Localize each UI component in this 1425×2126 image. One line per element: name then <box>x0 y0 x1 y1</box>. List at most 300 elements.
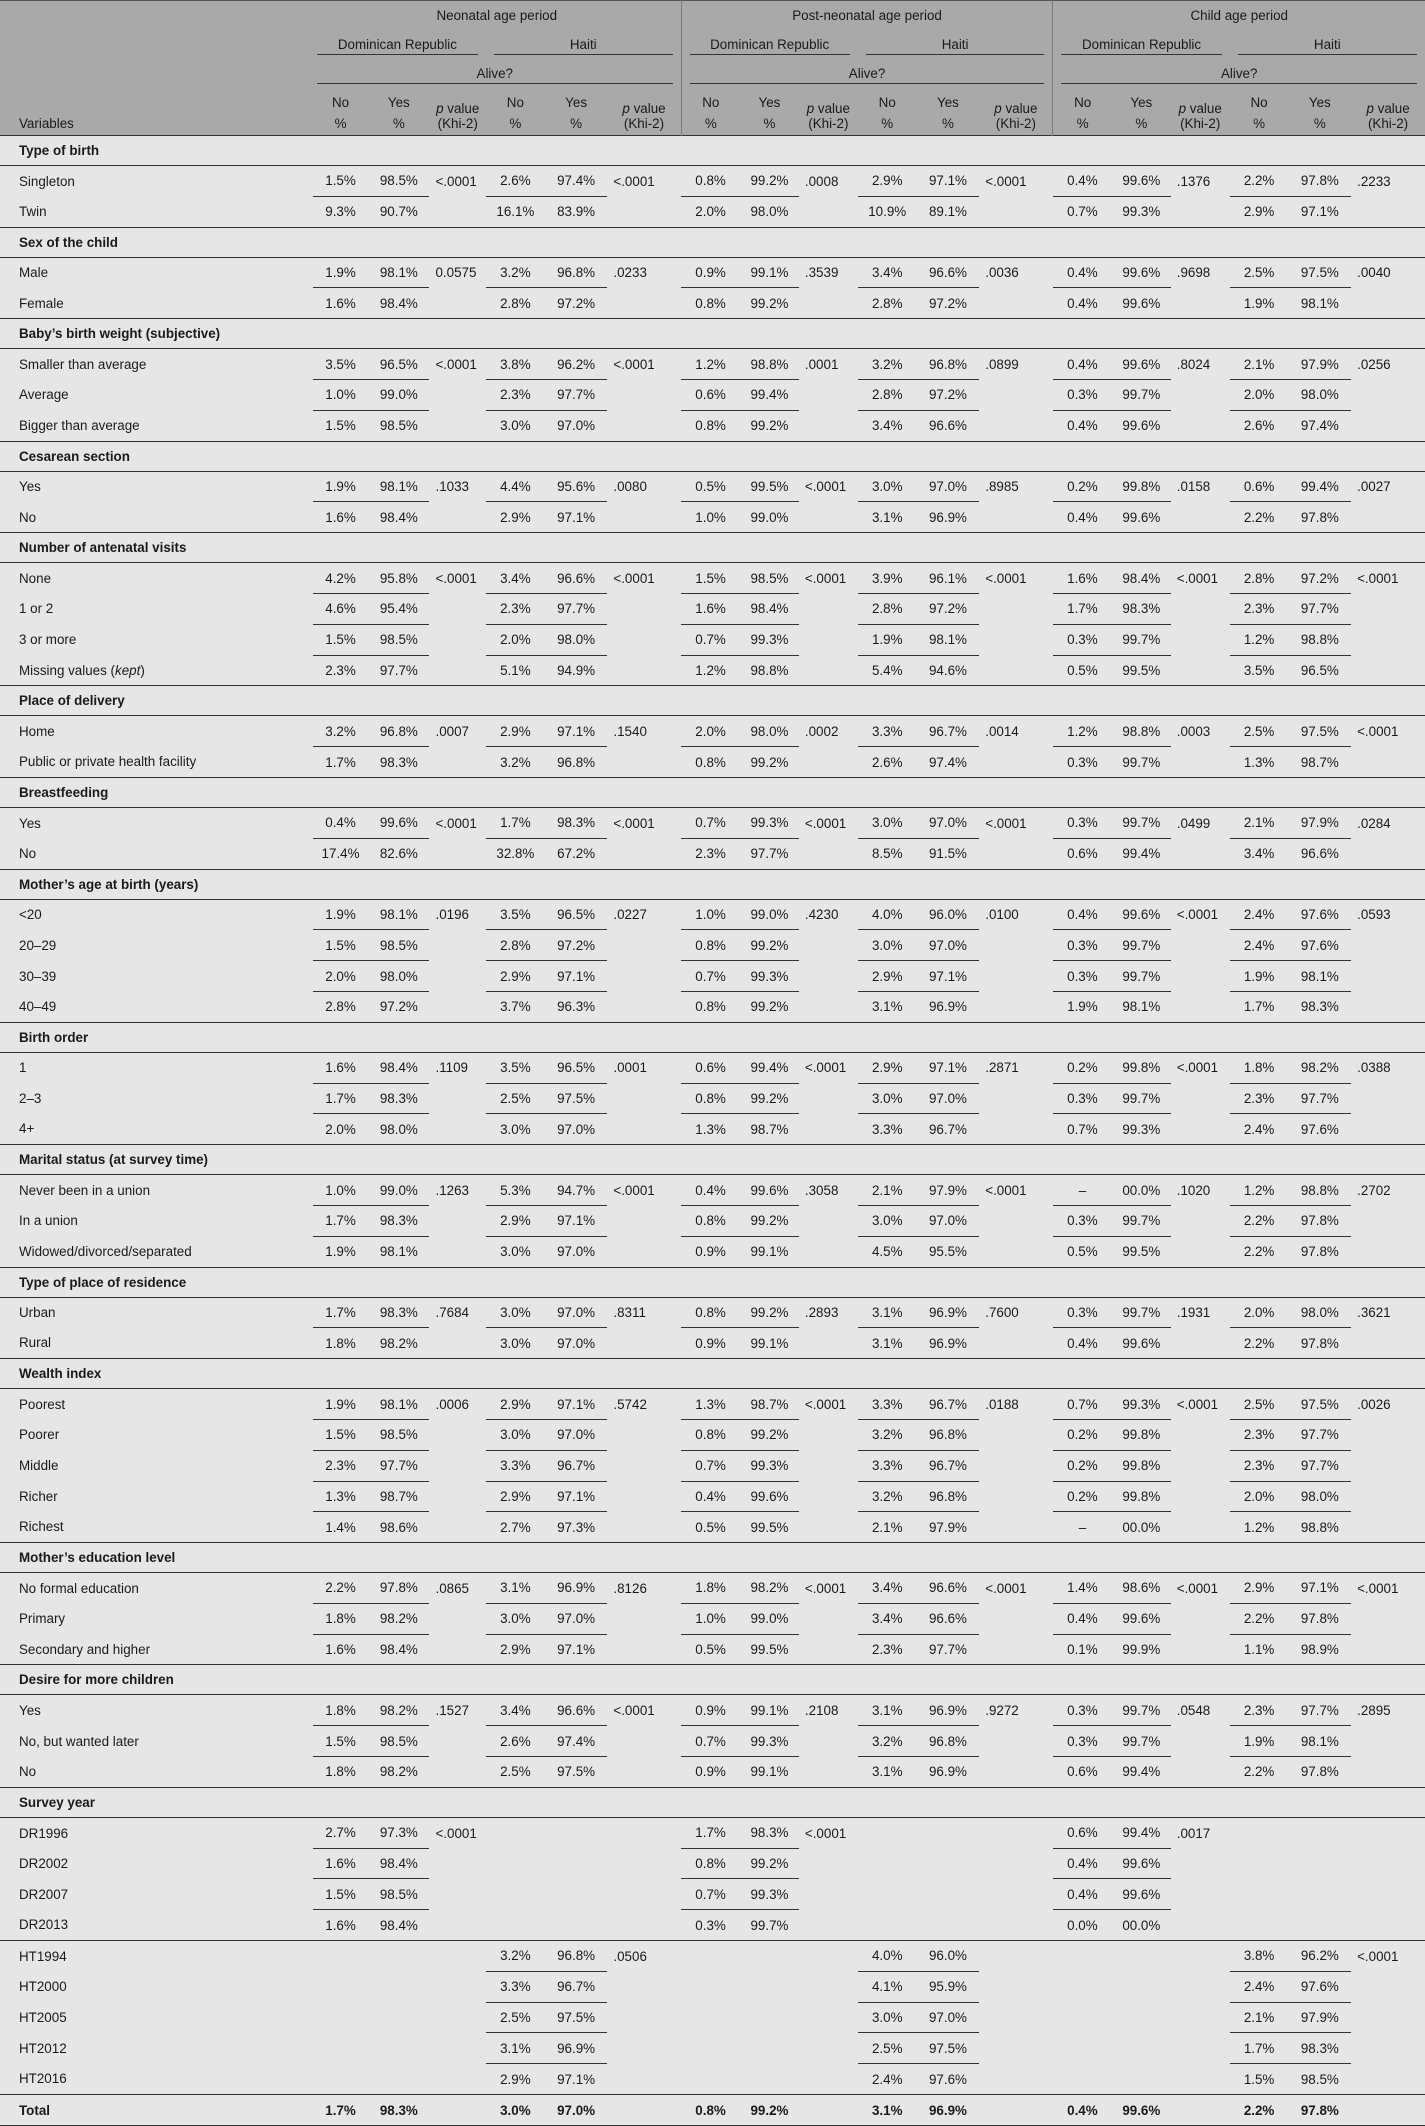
table-row <box>0 747 1425 778</box>
p-value-cell <box>1351 930 1425 961</box>
table-row <box>0 991 1425 1022</box>
table-cell: 0.8% <box>681 2095 740 2126</box>
period-neonatal: Neonatal age period <box>313 1 681 30</box>
table-cell: 0.2% <box>1053 1052 1112 1083</box>
p-value-cell <box>607 502 681 533</box>
table-row <box>0 1052 1425 1083</box>
table-cell: 99.2% <box>750 418 789 434</box>
table-cell: 0.4% <box>681 1481 740 1512</box>
p-value-cell: .0002 <box>804 724 839 739</box>
p-value-cell: <.0001 <box>435 356 477 372</box>
p-value-cell <box>979 288 1053 319</box>
table-cell: 98.5% <box>740 563 799 594</box>
table-cell: 99.3% <box>740 961 799 992</box>
row-label: HT2005 <box>19 2010 67 2026</box>
table-cell: 97.8% <box>1289 1205 1352 1236</box>
p-value-cell <box>799 1328 858 1359</box>
table-cell: 0.9% <box>695 1244 726 1260</box>
table-cell <box>313 2002 368 2033</box>
table-cell: 97.8% <box>1289 1603 1352 1634</box>
table-cell: 96.9% <box>928 1335 967 1351</box>
p-value-cell <box>429 1205 485 1236</box>
table-cell: 97.1% <box>917 1052 980 1083</box>
p-value-cell <box>607 1726 681 1757</box>
table-cell: 98.8% <box>1300 1519 1339 1535</box>
table-cell: 97.2% <box>917 593 980 624</box>
table-cell <box>1112 2002 1171 2033</box>
p-value-cell <box>607 961 681 992</box>
table-cell: 97.0% <box>557 1244 596 1260</box>
table-cell: 97.9% <box>917 1175 980 1206</box>
table-cell: 1.7% <box>313 1205 368 1236</box>
p-value-cell <box>607 1910 681 1941</box>
p-value-cell <box>1171 1083 1230 1114</box>
table-cell: 99.2% <box>740 930 799 961</box>
table-cell: 3.1% <box>871 1335 903 1351</box>
table-cell: 98.3% <box>740 1817 799 1848</box>
table-cell: 0.2% <box>1053 1450 1112 1481</box>
p-value-cell: .7684 <box>435 1305 469 1321</box>
table-cell: 89.1% <box>928 204 967 220</box>
table-cell: 96.5% <box>545 1052 608 1083</box>
table-cell: 1.7% <box>1243 999 1275 1015</box>
table-cell: 98.0% <box>750 204 789 220</box>
table-cell: 1.0% <box>313 379 368 410</box>
table-cell: 0.8% <box>681 1848 740 1879</box>
p-value-cell: .1263 <box>435 1182 469 1198</box>
section-header <box>0 869 1425 899</box>
table-cell: 3.4% <box>858 1603 917 1634</box>
table-cell: 1.3% <box>313 1481 368 1512</box>
p-value-cell: <.0001 <box>613 356 655 372</box>
p-value-cell <box>799 1971 858 2002</box>
table-cell: 98.1% <box>368 471 429 502</box>
table-cell: 97.9% <box>928 1519 967 1535</box>
table-row <box>0 1205 1425 1236</box>
table-cell: 98.1% <box>917 624 980 655</box>
table-cell: 0.7% <box>1053 1389 1112 1420</box>
table-cell: 97.7% <box>379 662 418 678</box>
no-header: No % <box>1230 88 1289 136</box>
row-label: Male <box>19 265 49 281</box>
table-cell: 98.5% <box>368 1879 429 1910</box>
p-value-cell <box>1171 655 1230 686</box>
table-cell: 1.9% <box>858 624 917 655</box>
table-cell: 99.8% <box>1112 471 1171 502</box>
table-cell: 2.5% <box>486 1083 545 1114</box>
p-value-cell <box>799 1941 858 1972</box>
row-label: HT1994 <box>19 1948 67 1964</box>
table-cell: 99.6% <box>1112 166 1171 197</box>
table-cell <box>1230 1817 1289 1848</box>
table-cell: 2.5% <box>500 1764 531 1780</box>
table-cell: 3.5% <box>486 1052 545 1083</box>
table-cell <box>681 2002 740 2033</box>
table-cell: 0.7% <box>681 1450 740 1481</box>
table-cell: 97.4% <box>928 754 967 770</box>
p-value-cell: <.0001 <box>804 1060 847 1076</box>
table-cell: 97.6% <box>1289 1971 1352 2002</box>
table-cell <box>368 2064 429 2095</box>
table-cell: 0.6% <box>1067 846 1098 862</box>
table-cell: 3.2% <box>486 257 545 288</box>
table-cell: 0.5% <box>681 471 740 502</box>
table-cell: 1.2% <box>681 349 740 380</box>
p-value-cell: <.0001 <box>435 815 477 831</box>
p-value-cell <box>607 624 681 655</box>
row-label: In a union <box>19 1213 78 1229</box>
section-header <box>0 1022 1425 1052</box>
p-value-cell <box>1351 1512 1425 1543</box>
p-value-cell <box>799 655 858 686</box>
table-cell: 2.6% <box>486 1726 545 1757</box>
p-value-cell: .1109 <box>435 1060 468 1076</box>
table-cell: 99.5% <box>1122 662 1161 678</box>
p-value-cell <box>799 2033 858 2064</box>
p-value-cell <box>1351 1817 1425 1848</box>
p-value-cell <box>1351 961 1425 992</box>
table-cell: 96.6% <box>917 1603 980 1634</box>
table-cell: 2.9% <box>500 509 531 525</box>
p-value-cell <box>429 930 485 961</box>
table-cell: 3.2% <box>858 349 917 380</box>
p-value-cell <box>799 2064 858 2095</box>
p-value-cell <box>979 1236 1053 1267</box>
table-cell: 98.4% <box>368 1848 429 1879</box>
table-cell <box>1112 2064 1171 2095</box>
table-cell: 99.6% <box>1112 899 1171 930</box>
table-cell: 83.9% <box>557 204 596 220</box>
p-value-cell <box>429 1726 485 1757</box>
p-value-cell <box>979 930 1053 961</box>
row-label: Home <box>19 724 55 739</box>
table-cell: 96.5% <box>1300 662 1339 678</box>
p-value-cell: .2895 <box>1357 1703 1391 1719</box>
table-cell <box>681 2064 740 2095</box>
p-value-cell: .0001 <box>613 1060 647 1076</box>
p-value-cell <box>799 1910 858 1941</box>
table-cell: 4.0% <box>858 1941 917 1972</box>
table-cell: 97.7% <box>1289 1083 1352 1114</box>
table-cell: 96.7% <box>545 1450 608 1481</box>
p-value-cell <box>799 991 858 1022</box>
p-value-cell <box>799 838 858 869</box>
table-cell: 97.0% <box>545 1603 608 1634</box>
p-value-cell <box>607 1512 681 1543</box>
table-cell: 2.9% <box>486 716 545 747</box>
p-value-cell <box>1351 2002 1425 2033</box>
table-cell: 3.0% <box>500 1335 531 1351</box>
table-cell: 99.5% <box>1122 1244 1161 1260</box>
p-value-cell: .0593 <box>1357 907 1391 923</box>
table-cell: 98.1% <box>368 899 429 930</box>
p-value-cell <box>429 1848 485 1879</box>
table-cell: 99.2% <box>740 1297 799 1328</box>
p-value-cell <box>799 1512 858 1543</box>
table-cell: 16.1% <box>496 204 535 220</box>
table-cell: 90.7% <box>379 204 418 220</box>
p-value-cell <box>799 410 858 441</box>
table-cell: 99.0% <box>740 899 799 930</box>
table-cell: 99.4% <box>740 1052 799 1083</box>
table-cell: 97.8% <box>1289 2095 1352 2126</box>
p-value-cell <box>1351 1205 1425 1236</box>
table-cell: 2.8% <box>1230 563 1289 594</box>
p-value-cell <box>1351 196 1425 227</box>
table-cell: 99.2% <box>740 1848 799 1879</box>
table-cell: 2.6% <box>486 166 545 197</box>
p-value-cell <box>429 2095 485 2126</box>
table-cell: 99.2% <box>740 166 799 197</box>
table-row <box>0 563 1425 594</box>
p-value-cell: <.0001 <box>613 570 655 586</box>
p-value-cell <box>979 2033 1053 2064</box>
table-cell: 1.9% <box>325 1244 356 1260</box>
table-cell: 96.8% <box>545 257 608 288</box>
p-value-cell <box>979 502 1053 533</box>
table-cell: 3.4% <box>858 257 917 288</box>
p-value-cell <box>799 593 858 624</box>
table-cell: 96.8% <box>557 754 596 770</box>
table-cell: 0.4% <box>313 807 368 838</box>
table-cell: 2.8% <box>325 999 356 1015</box>
p-value-cell <box>1351 1083 1425 1114</box>
table-cell: 98.2% <box>368 1603 429 1634</box>
table-cell: 98.8% <box>750 662 789 678</box>
table-cell: 99.3% <box>1122 1121 1161 1137</box>
table-cell: 97.0% <box>557 1121 596 1137</box>
table-cell <box>368 1941 429 1972</box>
table-cell: 96.0% <box>917 1941 980 1972</box>
table-cell: 2.0% <box>681 716 740 747</box>
row-label: 3 or more <box>19 632 77 648</box>
section-header <box>0 319 1425 349</box>
table-cell: 2.5% <box>1230 257 1289 288</box>
p-value-cell <box>1171 379 1230 410</box>
p-value-cell <box>799 1634 858 1665</box>
table-cell: 97.6% <box>1289 899 1352 930</box>
table-cell: 96.7% <box>917 1389 980 1420</box>
table-row <box>0 1450 1425 1481</box>
table-cell: 1.7% <box>313 2095 368 2126</box>
table-cell: 3.0% <box>858 471 917 502</box>
table-cell <box>858 1848 917 1879</box>
no-header: No % <box>858 88 917 136</box>
p-value-cell <box>1351 502 1425 533</box>
table-row <box>0 1236 1425 1267</box>
table-cell: 0.9% <box>681 257 740 288</box>
p-value-cell: .0158 <box>1176 479 1211 495</box>
p-value-cell: .3539 <box>804 265 839 281</box>
p-value-cell: .0026 <box>1357 1396 1391 1412</box>
table-cell: 3.5% <box>1243 662 1275 678</box>
table-cell: 3.0% <box>500 1121 531 1137</box>
p-value-cell: <.0001 <box>1357 1580 1399 1596</box>
p-value-cell <box>429 1114 485 1145</box>
p-value-cell <box>429 1481 485 1512</box>
table-cell: 2.2% <box>1243 509 1275 525</box>
row-label: DR1996 <box>19 1825 69 1841</box>
table-cell: 99.2% <box>750 295 789 311</box>
table-cell: 98.3% <box>368 1297 429 1328</box>
p-value-cell <box>1171 1236 1230 1267</box>
table-cell: 3.0% <box>500 418 531 434</box>
row-label: Twin <box>19 203 47 219</box>
p-value-cell <box>1171 1450 1230 1481</box>
table-cell: 97.5% <box>545 2002 608 2033</box>
table-cell: 99.5% <box>750 1519 789 1535</box>
p-value-cell <box>1351 1481 1425 1512</box>
table-cell: 97.2% <box>545 930 608 961</box>
p-value-cell <box>1351 2064 1425 2095</box>
p-value-cell <box>979 1848 1053 1879</box>
table-cell: 1.2% <box>695 662 726 678</box>
table-cell: 2.0% <box>486 624 545 655</box>
table-cell: 0.2% <box>1053 471 1112 502</box>
p-value-cell <box>1171 838 1230 869</box>
p-value-cell <box>1351 1236 1425 1267</box>
table-cell: 99.4% <box>1289 471 1352 502</box>
table-row <box>0 899 1425 930</box>
table-cell: 3.1% <box>871 999 903 1015</box>
table-cell: 98.6% <box>379 1519 418 1535</box>
p-value-cell <box>1171 1512 1230 1543</box>
table-cell: 1.5% <box>313 1726 368 1757</box>
table-cell: 98.1% <box>368 257 429 288</box>
table-row <box>0 257 1425 288</box>
table-row <box>0 593 1425 624</box>
table-cell: 0.3% <box>1053 379 1112 410</box>
p-value-cell <box>1351 1879 1425 1910</box>
table-cell: 94.7% <box>545 1175 608 1206</box>
p-value-cell <box>1171 288 1230 319</box>
table-cell: 2.9% <box>486 1389 545 1420</box>
p-value-cell <box>607 379 681 410</box>
p-value-cell <box>799 1481 858 1512</box>
table-cell: 99.7% <box>1112 1695 1171 1726</box>
table-cell: 96.0% <box>917 899 980 930</box>
table-cell: 97.7% <box>1289 1419 1352 1450</box>
table-cell: 2.9% <box>1243 204 1275 220</box>
table-cell <box>740 2064 799 2095</box>
section-header <box>0 533 1425 563</box>
p-value-cell <box>979 1941 1053 1972</box>
table-cell: 95.5% <box>928 1244 967 1260</box>
table-cell: 99.7% <box>1112 379 1171 410</box>
p-value-cell <box>979 1419 1053 1450</box>
p-value-cell: .1033 <box>435 479 469 495</box>
table-cell: 98.4% <box>368 1910 429 1941</box>
table-cell: 2.5% <box>858 2033 917 2064</box>
p-value-cell <box>1171 1114 1230 1145</box>
table-cell: 2.4% <box>1230 899 1289 930</box>
p-value-cell <box>979 379 1053 410</box>
p-value-cell <box>429 1450 485 1481</box>
table-cell: 1.9% <box>1230 961 1289 992</box>
total-row <box>0 2095 1425 2126</box>
p-value-cell <box>979 1817 1053 1848</box>
table-cell: 3.1% <box>871 509 903 525</box>
table-cell: 0.6% <box>681 379 740 410</box>
table-cell: 9.3% <box>325 204 356 220</box>
table-cell: 0.8% <box>681 1297 740 1328</box>
row-label: Female <box>19 295 64 311</box>
table-cell: 00.0% <box>1112 1910 1171 1941</box>
table-cell: 96.7% <box>545 1971 608 2002</box>
p-value-cell <box>607 1971 681 2002</box>
table-cell: 91.5% <box>928 846 967 862</box>
p-value-cell <box>1171 747 1230 778</box>
table-cell: 98.0% <box>368 961 429 992</box>
p-value-cell: <.0001 <box>613 1182 655 1198</box>
p-value-cell <box>1171 2002 1230 2033</box>
p-value-cell <box>607 1634 681 1665</box>
table-cell: 98.5% <box>368 1419 429 1450</box>
p-value-cell <box>429 1879 485 1910</box>
table-cell: 3.2% <box>486 1941 545 1972</box>
table-cell: 3.3% <box>858 1389 917 1420</box>
p-value-cell <box>429 747 485 778</box>
p-value-cell <box>607 2033 681 2064</box>
alive-label-child: Alive? <box>1061 63 1417 84</box>
table-cell: 3.1% <box>486 1573 545 1604</box>
table-cell: 98.4% <box>379 295 418 311</box>
table-cell: 0.4% <box>1053 257 1112 288</box>
p-value-cell: <.0001 <box>435 1825 477 1841</box>
table-row <box>0 288 1425 319</box>
table-cell: 4.1% <box>858 1971 917 2002</box>
table-row <box>0 1971 1425 2002</box>
table-cell: 96.6% <box>917 1573 980 1604</box>
p-value-cell <box>979 1512 1053 1543</box>
table-cell <box>858 1817 917 1848</box>
table-cell: 3.0% <box>858 1205 917 1236</box>
p-value-cell <box>1351 410 1425 441</box>
table-cell: 97.1% <box>557 1642 596 1658</box>
table-row <box>0 1941 1425 1972</box>
p-value-cell <box>607 930 681 961</box>
table-cell: 2.3% <box>486 593 545 624</box>
table-cell: 3.0% <box>858 930 917 961</box>
p-value-cell <box>1351 747 1425 778</box>
table-cell: 99.4% <box>1122 1764 1161 1780</box>
table-row <box>0 410 1425 441</box>
pvalue-header: p value (Khi-2) <box>607 88 681 136</box>
p-value-cell: <.0001 <box>1176 1396 1219 1412</box>
table-cell: 2.5% <box>486 2002 545 2033</box>
section-header <box>0 1787 1425 1817</box>
table-cell: 1.8% <box>325 1335 356 1351</box>
table-cell: 1.9% <box>1067 999 1098 1015</box>
table-cell: 2.5% <box>1230 716 1289 747</box>
row-label: No <box>19 509 37 525</box>
p-value-cell: .0188 <box>985 1396 1019 1412</box>
table-cell: 96.8% <box>917 1419 980 1450</box>
p-value-cell <box>429 2064 485 2095</box>
table-cell: 96.6% <box>917 257 980 288</box>
p-value-cell <box>799 1114 858 1145</box>
table-cell: – <box>1078 1519 1087 1535</box>
table-cell: 2.3% <box>313 1450 368 1481</box>
table-cell: 99.9% <box>1122 1642 1161 1658</box>
table-cell: 0.6% <box>1230 471 1289 502</box>
table-cell: 99.7% <box>1112 624 1171 655</box>
section-header <box>0 136 1425 166</box>
table-cell <box>545 1879 608 1910</box>
table-cell: 97.7% <box>1289 593 1352 624</box>
table-cell <box>545 1910 608 1941</box>
table-cell: 99.3% <box>740 807 799 838</box>
